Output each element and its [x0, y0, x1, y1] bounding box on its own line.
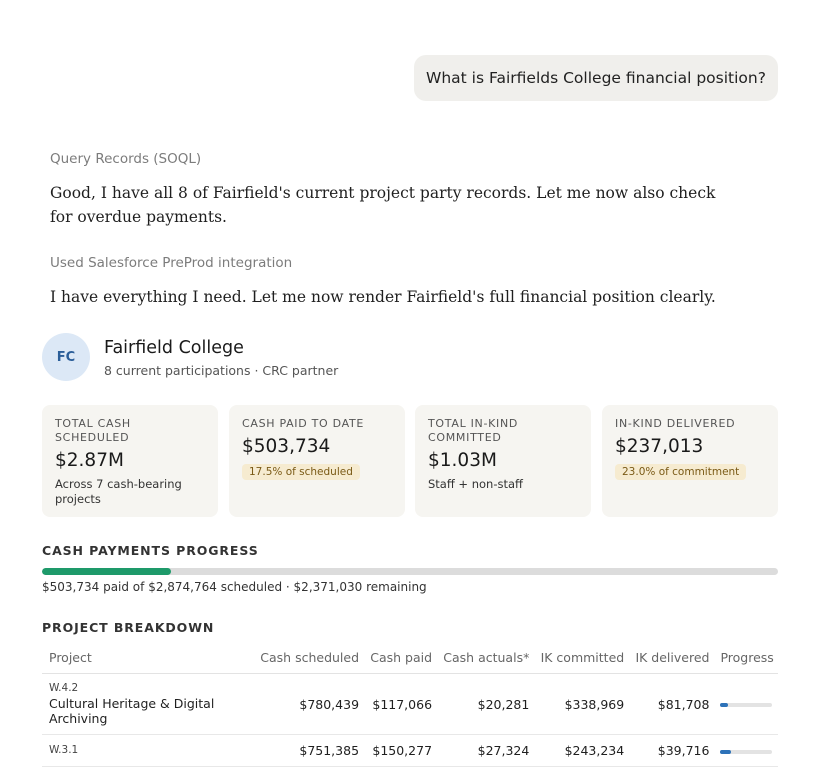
col-header-cash-paid[interactable]: Cash paid: [363, 641, 436, 674]
col-header-cash-scheduled[interactable]: Cash scheduled: [253, 641, 363, 674]
card-label: TOTAL CASH SCHEDULED: [55, 417, 131, 444]
col-header-ik-committed[interactable]: IK committed: [533, 641, 628, 674]
table-header-row: [42, 641, 778, 674]
user-message-text: What is Fairfields College financial position?: [426, 69, 766, 87]
tool-call-salesforce-label[interactable]: Used Salesforce PreProd integration: [50, 255, 293, 271]
card-cash-paid: [229, 405, 405, 517]
cash-progress-fill: [42, 568, 171, 575]
cell-cash-scheduled: $780,439: [253, 674, 363, 735]
card-value: $2.87M: [55, 450, 124, 471]
cell-cash-actuals: $27,324: [436, 735, 533, 767]
project-code: W.4.2: [49, 682, 79, 694]
assistant-reply-1: Good, I have all 8 of Fairfield's current project party records. Let me now also check for overdue payments.: [50, 184, 716, 226]
org-avatar: [42, 333, 90, 381]
cell-cash-paid: $150,277: [363, 735, 436, 767]
cell-cash-actuals: $20,281: [436, 674, 533, 735]
card-label: IN-KIND DELIVERED: [615, 417, 736, 430]
cell-ik-committed: $243,234: [533, 735, 628, 767]
row-progress-fill: [720, 703, 728, 707]
user-message-bubble: [414, 55, 778, 101]
card-note: Staff + non-staff: [428, 477, 523, 491]
cash-progress-caption: $503,734 paid of $2,874,764 scheduled · $2,371,030 remaining: [42, 580, 427, 594]
table-row[interactable]: [42, 674, 778, 735]
card-label: TOTAL IN-KIND COMMITTED: [428, 417, 519, 444]
row-progress-fill: [720, 750, 730, 754]
cell-cash-paid: $117,066: [363, 674, 436, 735]
cell-progress: [713, 674, 778, 735]
org-subtitle: 8 current participations · CRC partner: [104, 363, 339, 378]
card-label: CASH PAID TO DATE: [242, 417, 365, 430]
cell-cash-scheduled: $751,385: [253, 735, 363, 767]
card-badge: 23.0% of commitment: [615, 464, 746, 480]
card-badge: 17.5% of scheduled: [242, 464, 360, 480]
project-breakdown-title: PROJECT BREAKDOWN: [42, 620, 215, 635]
cash-progress-title: CASH PAYMENTS PROGRESS: [42, 543, 259, 558]
tool-call-soql-label[interactable]: Query Records (SOQL): [50, 151, 202, 167]
assistant-reply-2: I have everything I need. Let me now render Fairfield's full financial position clearly.: [50, 288, 716, 306]
cash-progress-bar: [42, 568, 778, 575]
row-progress-bar: [720, 750, 772, 754]
org-initials: FC: [56, 349, 76, 365]
project-breakdown-table: [42, 641, 778, 767]
card-total-cash-scheduled: [42, 405, 218, 517]
card-value: $503,734: [242, 436, 331, 457]
col-header-ik-delivered[interactable]: IK delivered: [628, 641, 713, 674]
card-value: $237,013: [615, 436, 704, 457]
project-code: W.3.1: [49, 743, 79, 756]
project-name: Cultural Heritage & Digital Archiving: [49, 696, 215, 726]
cell-progress: [713, 735, 778, 767]
card-value: $1.03M: [428, 450, 497, 471]
table-row[interactable]: [42, 735, 778, 767]
cell-ik-committed: $338,969: [533, 674, 628, 735]
col-header-progress[interactable]: Progress: [713, 641, 778, 674]
cell-ik-delivered: $81,708: [628, 674, 713, 735]
card-in-kind-delivered: [602, 405, 778, 517]
col-header-project[interactable]: Project: [42, 641, 253, 674]
card-total-in-kind: [415, 405, 591, 517]
cell-ik-delivered: $39,716: [628, 735, 713, 767]
card-note: Across 7 cash-bearing projects: [55, 477, 182, 506]
col-header-cash-actuals[interactable]: Cash actuals*: [436, 641, 533, 674]
org-name: Fairfield College: [104, 338, 244, 358]
row-progress-bar: [720, 703, 772, 707]
